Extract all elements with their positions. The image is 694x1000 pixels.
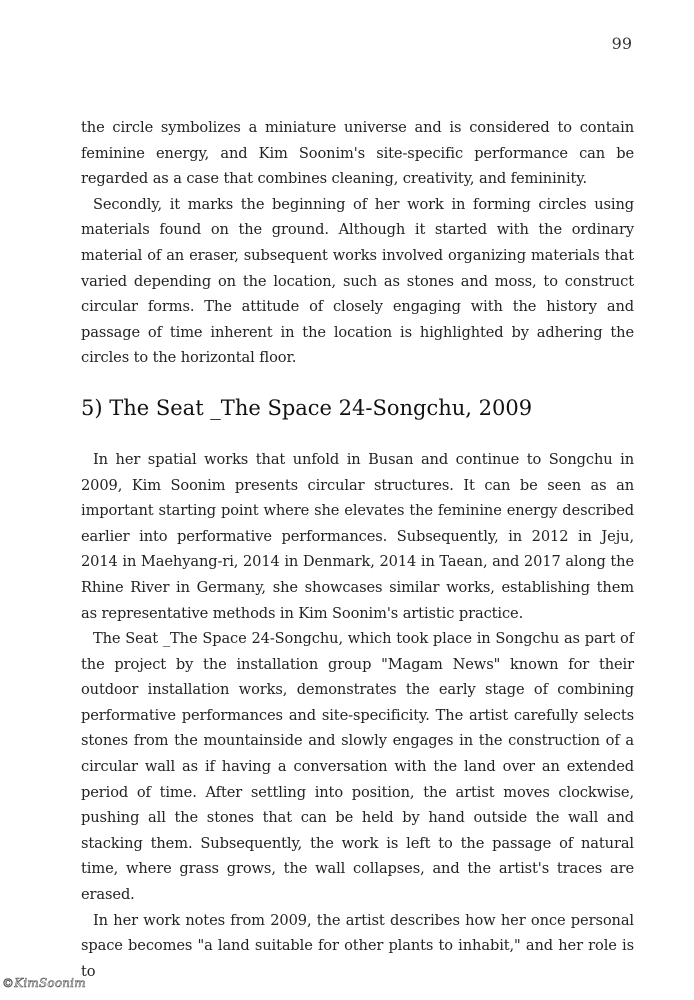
body-paragraph: In her spatial works that unfold in Busan and continue to Songchu in 2009, Kim Soonim presents circular structures. It can be seen as an important starting point where she elevates the feminine energy described earlier into performative performances. Subsequently, in 2012 in Jeju, 2014 in Maehyang-ri, 2014 in Denmark, 2014 in Taean, and 2017 along the Rhine River in Germany, she showcases similar works, establishing them as representative methods in Kim Soonim's artistic practice. bbox=[81, 450, 634, 622]
copyright-watermark: ©KimSoonim bbox=[2, 976, 86, 990]
page-number: 99 bbox=[611, 34, 632, 53]
body-paragraph: In her work notes from 2009, the artist describes how her once personal space becomes "a land suitable for other plants to inhabit," and her role is to bbox=[81, 911, 634, 980]
body-paragraph: the circle symbolizes a miniature universe and is considered to contain feminine energy, and Kim Soonim's site-specific performance can be regarded as a case that combines cleaning, creativity, and femininity. bbox=[81, 119, 634, 188]
page-body bbox=[81, 115, 634, 984]
body-paragraph: The Seat _The Space 24-Songchu, which took place in Songchu as part of the project by the installation group "Magam News" known for their outdoor installation works, demonstrates the early stage of combining performative performances and site-specificity. The artist carefully selects stones from the mountainside and slowly engages in the construction of a circular wall as if having a conversation with the land over an extended period of time. After settling into position, the artist moves clockwise, pushing all the stones that can be held by hand outside the wall and stacking them. Subsequently, the work is left to the passage of natural time, where grass grows, the wall collapses, and the artist's traces are erased. bbox=[81, 630, 634, 904]
body-paragraph: Secondly, it marks the beginning of her work in forming circles using materials found on the ground. Although it started with the ordinary material of an eraser, subsequent works involved organizing materials that varied depending on the location, such as stones and moss, to construct circular forms. The attitude of closely engaging with the history and passage of time inherent in the location is highlighted by adhering the circles to the horizontal floor. bbox=[81, 195, 634, 367]
section-heading: 5) The Seat _The Space 24-Songchu, 2009 bbox=[81, 395, 533, 420]
